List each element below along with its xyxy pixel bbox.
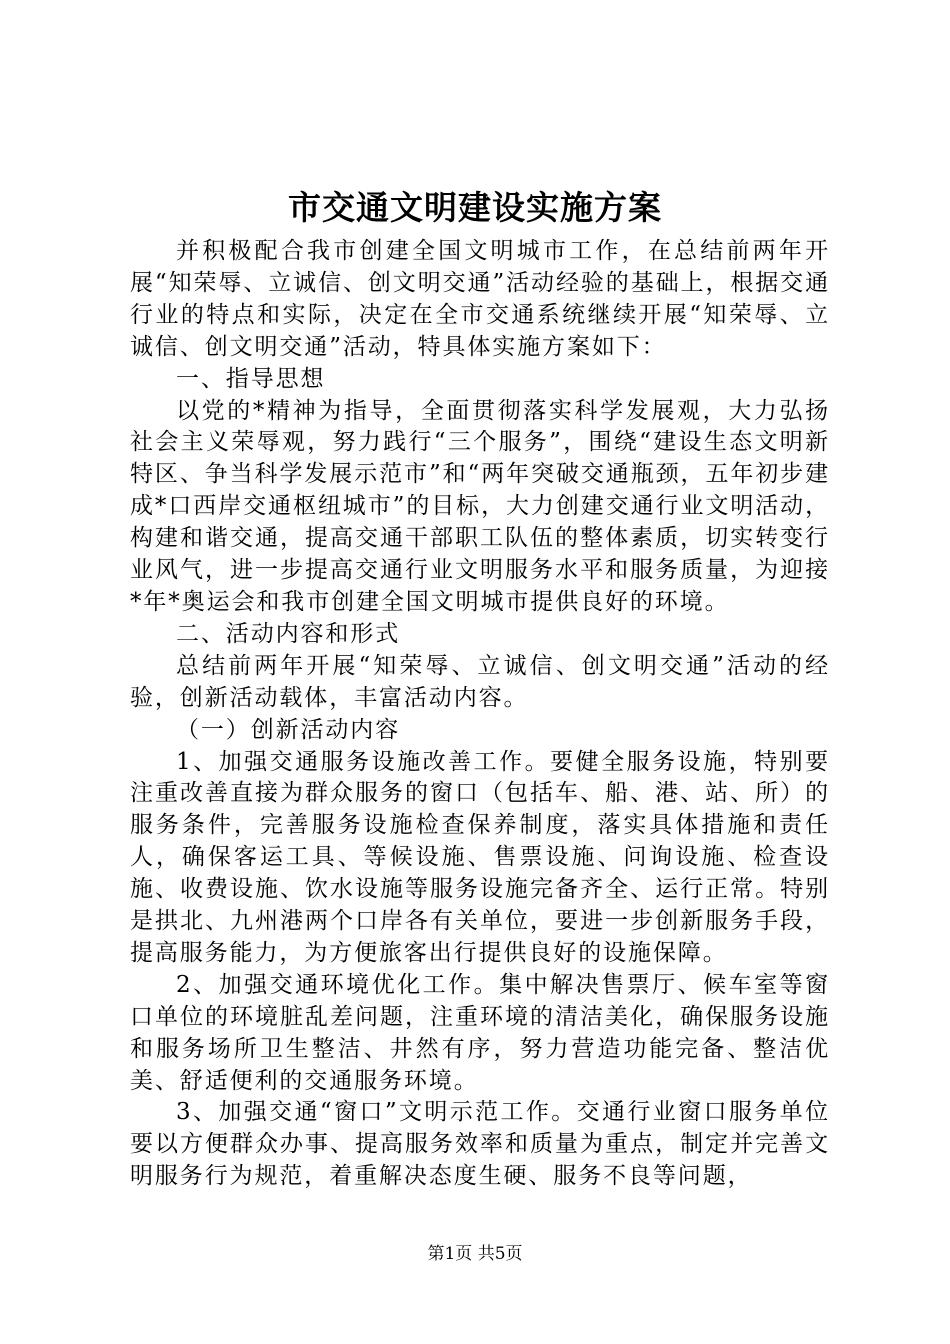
document-title: 市交通文明建设实施方案 xyxy=(288,188,662,227)
intro-paragraph: 并积极配合我市创建全国文明城市工作，在总结前两年开展“知荣辱、立诚信、创文明交通”活动经验的基础上，根据交通行业的特点和实际，决定在全市交通系统继续开展“知荣辱、立诚信、创文明交通”活动，特具体实施方案如下： xyxy=(130,238,830,360)
item-1-paragraph: 1、加强交通服务设施改善工作。要健全服务设施，特别要注重改善直接为群众服务的窗口（包括车、船、港、站、所）的服务条件，完善服务设施检查保养制度，落实具体措施和责任人，确保客运工具、等候设施、售票设施、问询设施、检查设施、收费设施、饮水设施等服务设施完备齐全、运行正常。特别是拱北、九州港两个口岸各有关单位，要进一步创新服务手段，提高服务能力，为方便旅客出行提供良好的设施保障。 xyxy=(130,748,830,966)
activity-summary-paragraph: 总结前两年开展“知荣辱、立诚信、创文明交通”活动的经验，创新活动载体，丰富活动内容。 xyxy=(130,652,830,711)
subsection-heading-innovation: （一）创新活动内容 xyxy=(176,716,401,743)
document-body xyxy=(130,236,830,1193)
page-footer: 第1页 共5页 xyxy=(427,1244,523,1264)
item-3-paragraph: 3、加强交通“窗口”文明示范工作。交通行业窗口服务单位要以方便群众办事、提高服务效率和质量为重点，制定并完善文明服务行为规范，着重解决态度生硬、服务不良等问题， xyxy=(130,1099,830,1190)
section-heading-activity-content: 二、活动内容和形式 xyxy=(176,620,401,647)
guiding-ideology-paragraph: 以党的*精神为指导，全面贯彻落实科学发展观，大力弘扬社会主义荣辱观，努力践行“三个服务”，围绕“建设生态文明新特区、争当科学发展示范市”和“两年突破交通瓶颈，五年初步建成*口西岸交通枢纽城市”的目标，大力创建交通行业文明活动，构建和谐交通，提高交通干部职工队伍的整体素质，切实转变行业风气，进一步提高交通行业文明服务水平和服务质量，为迎接*年*奥运会和我市创建全国文明城市提供良好的环境。 xyxy=(130,397,830,615)
item-2-paragraph: 2、加强交通环境优化工作。集中解决售票厅、候车室等窗口单位的环境脏乱差问题，注重环境的清洁美化，确保服务设施和服务场所卫生整洁、井然有序，努力营造功能完备、整洁优美、舒适便利的交通服务环境。 xyxy=(130,971,830,1094)
section-heading-guiding-ideology: 一、指导思想 xyxy=(176,365,326,392)
